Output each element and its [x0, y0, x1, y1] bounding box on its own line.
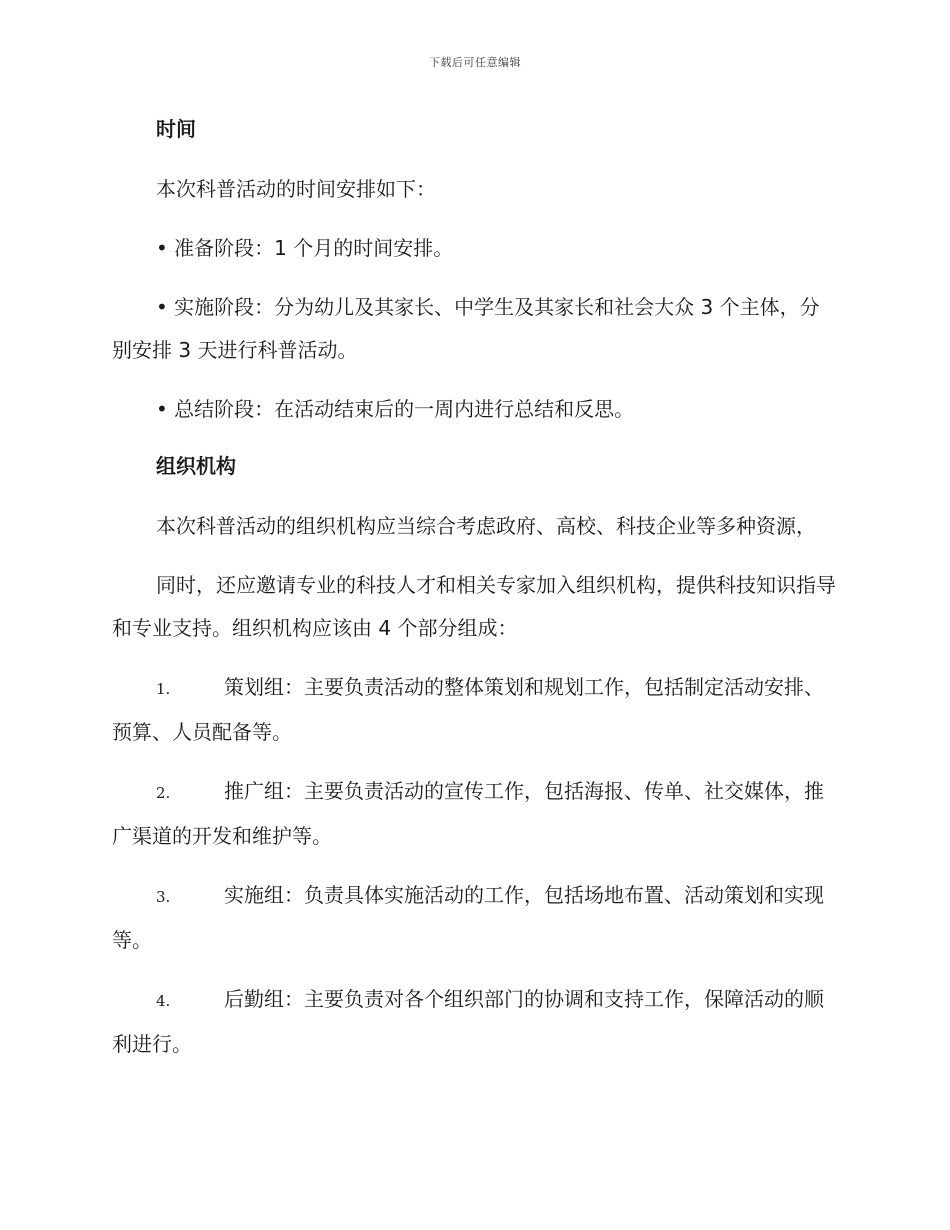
org-paragraph-2: 同时，还应邀请专业的科技人才和相关专家加入组织机构，提供科技知识指导和专业支持。组织机构应该由 4 个部分组成： [112, 573, 836, 640]
time-intro-paragraph: 本次科普活动的时间安排如下： [156, 177, 436, 201]
time-bullet-prep: • 准备阶段：1 个月的时间安排。 [156, 236, 454, 260]
time-bullet-summary: • 总结阶段：在活动结束后的一周内进行总结和反思。 [156, 397, 635, 421]
list-item-number: 1. [156, 680, 171, 698]
list-item-number: 2. [156, 784, 171, 802]
page-header-note: 下载后可任意编辑 [429, 56, 521, 69]
list-item-text: 实施组：负责具体实施活动的工作，包括场地布置、活动策划和实现等。 [112, 883, 824, 952]
list-item-text: 策划组：主要负责活动的整体策划和规划工作，包括制定活动安排、预算、人员配备等。 [112, 675, 824, 744]
org-paragraph-1: 本次科普活动的组织机构应当综合考虑政府、高校、科技企业等多种资源， [156, 514, 816, 538]
org-list-item [112, 978, 837, 1066]
section-heading-time: 时间 [156, 117, 196, 141]
document-body [112, 110, 837, 1082]
list-item-number: 4. [156, 992, 171, 1010]
time-bullet-implementation: • 实施阶段：分为幼儿及其家长、中学生及其家长和社会大众 3 个主体，分别安排 3 天进行科普活动。 [112, 295, 820, 362]
org-list-item [112, 666, 837, 754]
list-item-text: 后勤组：主要负责对各个组织部门的协调和支持工作，保障活动的顺利进行。 [112, 987, 824, 1056]
section-heading-organization: 组织机构 [156, 454, 236, 478]
org-list-item [112, 770, 837, 858]
list-item-text: 推广组：主要负责活动的宣传工作，包括海报、传单、社交媒体，推广渠道的开发和维护等。 [112, 779, 824, 848]
list-item-number: 3. [156, 888, 171, 906]
org-list-item [112, 874, 837, 962]
